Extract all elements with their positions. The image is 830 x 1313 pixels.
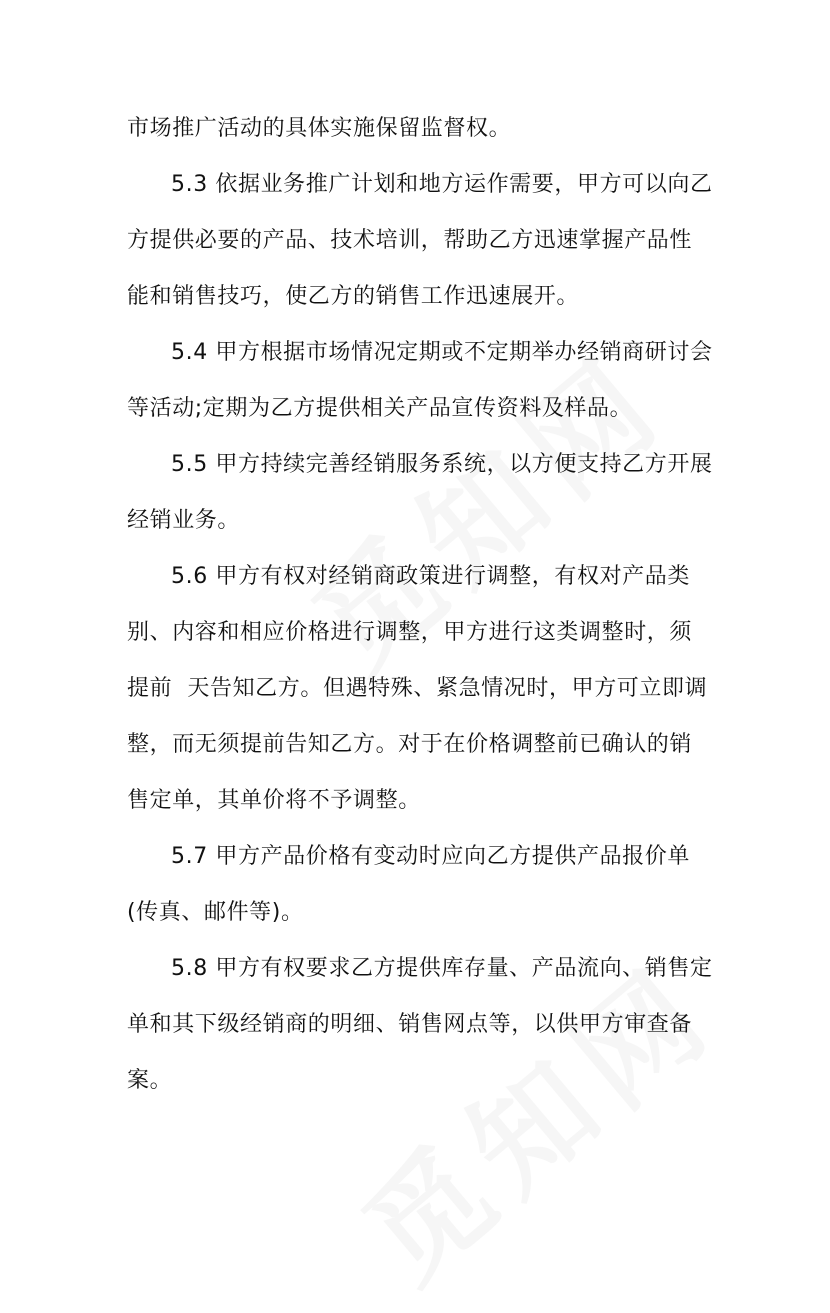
- text-line: 提前 天告知乙方。但遇特殊、紧急情况时，甲方可立即调: [127, 676, 708, 701]
- text-line: 案。: [127, 1068, 173, 1093]
- text-line: 别、内容和相应价格进行调整，甲方进行这类调整时，须: [127, 620, 693, 645]
- clause-5-7-line: 5.7 甲方产品价格有变动时应向乙方提供产品报价单: [171, 844, 690, 869]
- clause-5-6-line: 5.6 甲方有权对经销商政策进行调整，有权对产品类: [171, 564, 690, 589]
- clause-5-3-line: 5.3 依据业务推广计划和地方运作需要，甲方可以向乙: [171, 172, 713, 197]
- text-line: 整，而无须提前告知乙方。对于在价格调整前已确认的销: [127, 732, 693, 757]
- clause-5-5-line: 5.5 甲方持续完善经销服务系统，以方便支持乙方开展: [171, 452, 713, 477]
- text-line: 方提供必要的产品、技术培训，帮助乙方迅速掌握产品性: [127, 228, 693, 253]
- text-line: (传真、邮件等)。: [127, 900, 304, 925]
- text-line: 单和其下级经销商的明细、销售网点等，以供甲方审查备: [127, 1012, 693, 1037]
- clause-5-8-line: 5.8 甲方有权要求乙方提供库存量、产品流向、销售定: [171, 956, 713, 981]
- text-line: 经销业务。: [127, 508, 241, 533]
- text-line: 能和销售技巧，使乙方的销售工作迅速展开。: [127, 284, 580, 309]
- text-line: 售定单，其单价将不予调整。: [127, 788, 421, 813]
- text-line: 市场推广活动的具体实施保留监督权。: [127, 116, 512, 141]
- clause-5-4-line: 5.4 甲方根据市场情况定期或不定期举办经销商研讨会: [171, 340, 713, 365]
- text-line: 等活动;定期为乙方提供相关产品宣传资料及样品。: [127, 396, 633, 421]
